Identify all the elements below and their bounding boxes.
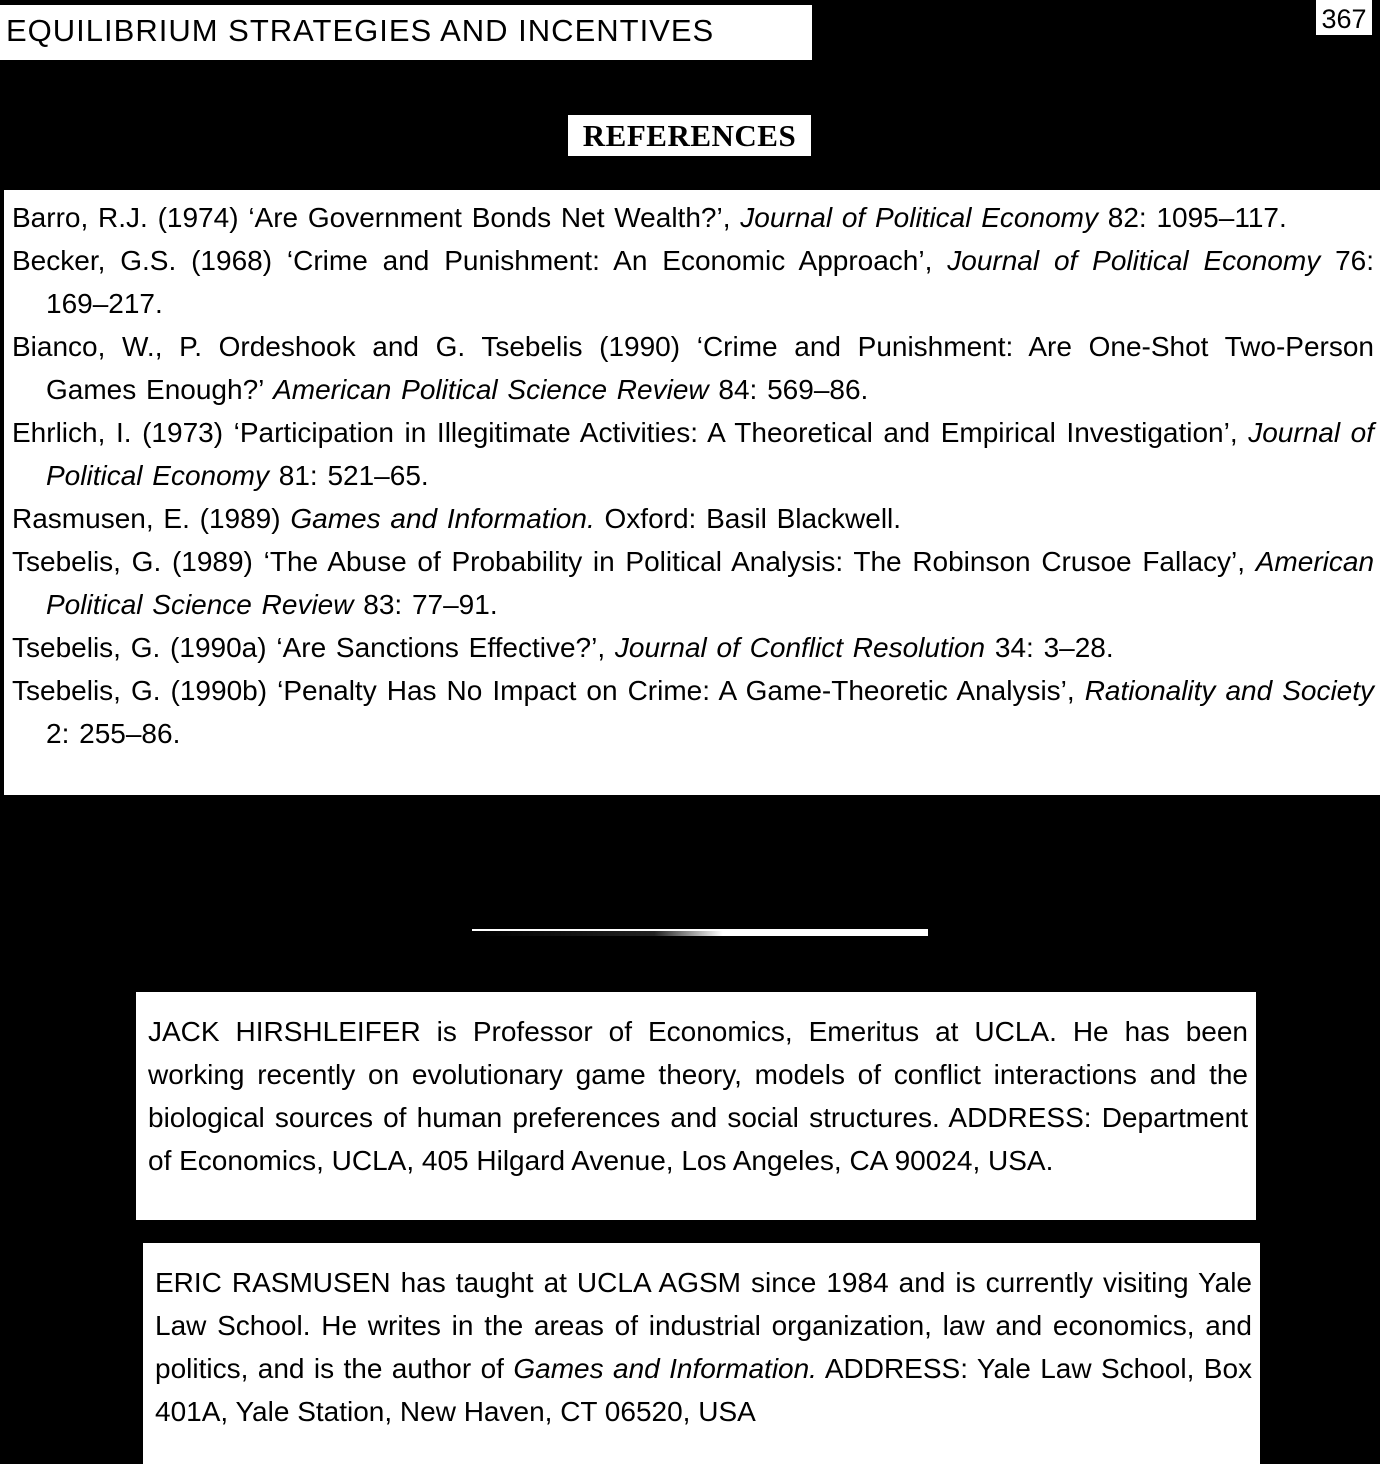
reference-details: 76: 169–217. bbox=[46, 245, 1375, 319]
page-number: 367 bbox=[1316, 0, 1372, 35]
reference-details: 84: 569–86. bbox=[718, 374, 869, 405]
bio-text bbox=[148, 1000, 1248, 1182]
bio-body: JACK HIRSHLEIFER is Professor of Economics, Emeritus at UCLA. He has been working recently on evolutionary game theory, models of conflict interactions and the biological sources of human preferences and social structures. ADDRESS: Department of Economics, UCLA, 405 Hilgard Avenue, Los Angeles, CA 90024, USA. bbox=[148, 1016, 1248, 1176]
reference-title: ‘Are Government Bonds Net Wealth?’, bbox=[248, 202, 731, 233]
reference-title: ‘Crime and Punishment: Are One-Shot Two-Person Games Enough?’ bbox=[46, 331, 1374, 405]
reference-item bbox=[12, 239, 1374, 325]
author-bio-hirshleifer bbox=[136, 992, 1256, 1220]
reference-authors: Barro, R.J. (1974) bbox=[12, 202, 239, 233]
reference-item bbox=[12, 497, 1374, 540]
reference-details: 2: 255–86. bbox=[46, 718, 181, 749]
reference-item bbox=[12, 626, 1374, 669]
reference-title: ‘The Abuse of Probability in Political Analysis: The Robinson Crusoe Fallacy’, bbox=[263, 546, 1246, 577]
reference-authors: Tsebelis, G. (1990b) bbox=[12, 675, 268, 706]
reference-journal: American Political Science Review bbox=[46, 546, 1375, 620]
bio-book-title: Games and Information. bbox=[513, 1353, 817, 1384]
reference-journal: Journal of Political Economy bbox=[947, 245, 1321, 276]
reference-authors: Tsebelis, G. (1990a) bbox=[12, 632, 267, 663]
reference-details: 82: 1095–117. bbox=[1107, 202, 1287, 233]
reference-title: ‘Are Sanctions Effective?’, bbox=[276, 632, 606, 663]
running-title: EQUILIBRIUM STRATEGIES AND INCENTIVES bbox=[6, 13, 715, 48]
reference-journal: American Political Science Review bbox=[273, 374, 709, 405]
reference-authors: Ehrlich, I. (1973) bbox=[12, 417, 224, 448]
reference-details: 81: 521–65. bbox=[278, 460, 429, 491]
reference-title: ‘Penalty Has No Impact on Crime: A Game-Theoretic Analysis’, bbox=[277, 675, 1075, 706]
reference-authors: Tsebelis, G. (1989) bbox=[12, 546, 253, 577]
reference-details: 34: 3–28. bbox=[994, 632, 1114, 663]
running-head bbox=[0, 5, 812, 60]
reference-journal: Journal of Political Economy bbox=[740, 202, 1098, 233]
reference-authors: Bianco, W., P. Ordeshook and G. Tsebelis (1990) bbox=[12, 331, 681, 362]
reference-details: Oxford: Basil Blackwell. bbox=[604, 503, 902, 534]
reference-title: ‘Participation in Illegitimate Activities: A Theoretical and Empirical Investigation’, bbox=[233, 417, 1238, 448]
reference-item bbox=[12, 669, 1374, 755]
section-heading: REFERENCES bbox=[568, 115, 811, 156]
reference-journal: Rationality and Society bbox=[1084, 675, 1375, 706]
author-bio-rasmusen bbox=[143, 1243, 1260, 1464]
reference-item bbox=[12, 325, 1374, 411]
reference-item bbox=[12, 540, 1374, 626]
bio-body: ERIC RASMUSEN has taught at UCLA AGSM since 1984 and is currently visiting Yale Law School. He writes in the areas of industrial organization, law and economics, and politics, and is the author of bbox=[155, 1267, 1252, 1384]
references-list bbox=[4, 190, 1380, 795]
reference-authors: Becker, G.S. (1968) bbox=[12, 245, 273, 276]
section-divider bbox=[472, 929, 928, 936]
reference-title: ‘Crime and Punishment: An Economic Approach’, bbox=[286, 245, 933, 276]
reference-details: 83: 77–91. bbox=[363, 589, 498, 620]
bio-address: ADDRESS: Yale Law School, Box 401A, Yale Station, New Haven, CT 06520, USA bbox=[155, 1353, 1253, 1427]
reference-journal: Journal of Political Economy bbox=[46, 417, 1375, 491]
reference-journal: Games and Information. bbox=[290, 503, 595, 534]
reference-authors: Rasmusen, E. (1989) bbox=[12, 503, 281, 534]
reference-journal: Journal of Conflict Resolution bbox=[614, 632, 986, 663]
reference-item bbox=[12, 196, 1374, 239]
reference-item bbox=[12, 411, 1374, 497]
bio-text bbox=[155, 1251, 1252, 1433]
